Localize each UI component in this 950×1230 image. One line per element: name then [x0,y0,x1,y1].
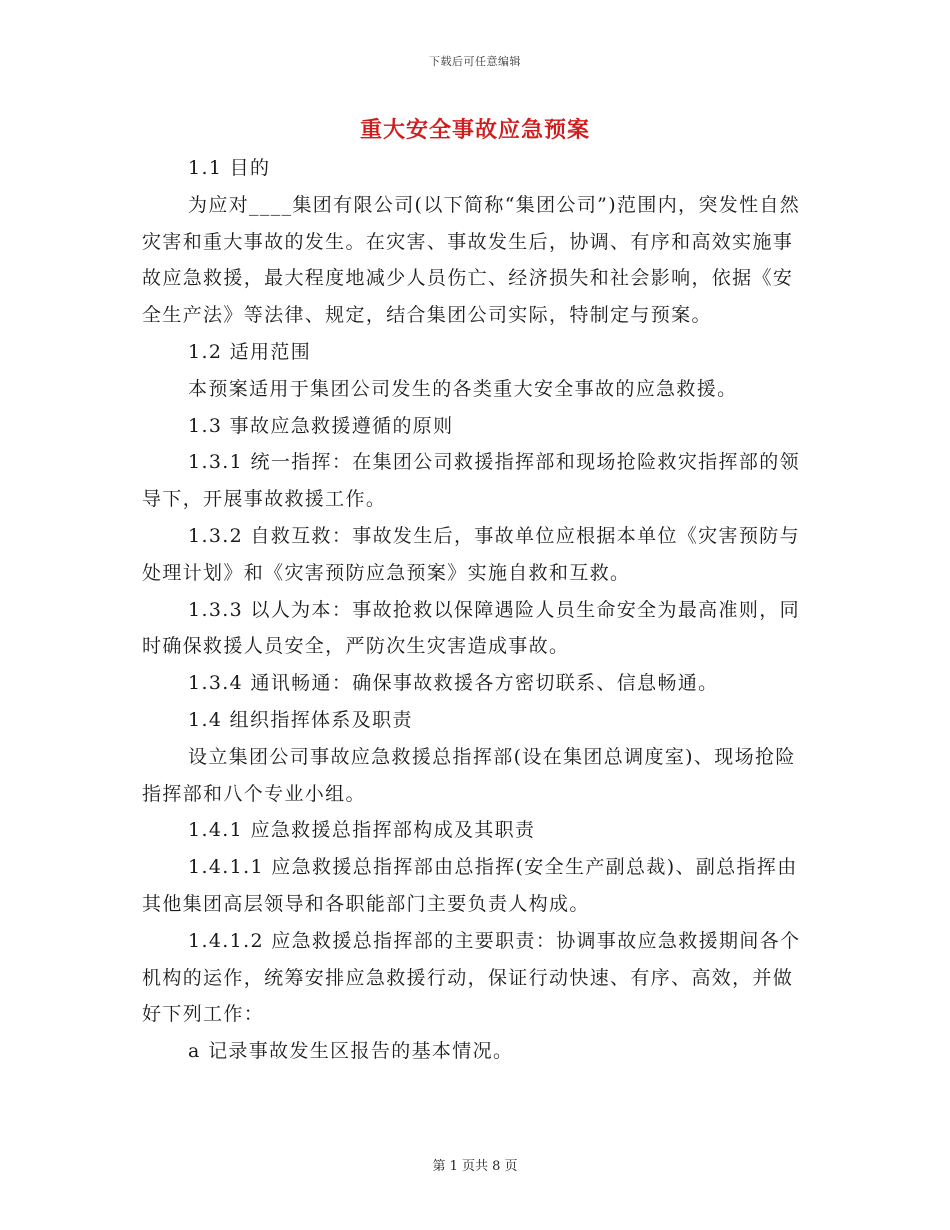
paragraph-1-3-3: 1.3.3 以人为本：事故抢救以保障遇险人员生命安全为最高准则，同时确保救援人员安全，严防次生灾害造成事故。 [142,598,800,658]
section-1-1-heading: 1.1 目的 [188,157,271,179]
paragraph-scope: 本预案适用于集团公司发生的各类重大安全事故的应急救援。 [188,377,738,400]
paragraph-1-3-1: 1.3.1 统一指挥：在集团公司救援指挥部和现场抢险救灾指挥部的领导下，开展事故救援工作。 [142,451,800,511]
section-1-3-heading: 1.3 事故应急救援遵循的原则 [188,414,454,437]
paragraph-1-3-2: 1.3.2 自救互救：事故发生后，事故单位应根据本单位《灾害预防与处理计划》和《灾害预防应急预案》实施自救和互救。 [142,524,800,584]
list-item-a: a 记录事故发生区报告的基本情况。 [188,1040,514,1063]
paragraph-purpose: 为应对____集团有限公司(以下简称“集团公司”)范围内，突发性自然灾害和重大事故的发生。在灾害、事故发生后，协调、有序和高效实施事故应急救援，最大程度地减少人员伤亡、经济损失和社会影响，依据《安全生产法》等法律、规定，结合集团公司实际，特制定与预案。 [142,193,801,327]
paragraph-1-3-4: 1.3.4 通讯畅通：确保事故救援各方密切联系、信息畅通。 [188,672,719,695]
page-header: 下载后可任意编辑 [429,55,521,68]
paragraph-1-4-1-2: 1.4.1.2 应急救援总指挥部的主要职责：协调事故应急救援期间各个机构的运作，统筹安排应急救援行动，保证行动快速、有序、高效，并做好下列工作： [142,929,801,1026]
paragraph-1-4-1-1: 1.4.1.1 应急救援总指挥部由总指挥(安全生产副总裁)、副总指挥由其他集团高层领导和各职能部门主要负责人构成。 [142,856,798,915]
section-1-4-heading: 1.4 组织指挥体系及职责 [188,708,413,731]
document-body [142,150,806,1070]
page-footer: 第 1 页共 8 页 [432,1159,518,1174]
document-title: 重大安全事故应急预案 [359,117,590,143]
section-1-2-heading: 1.2 适用范围 [188,340,312,363]
section-1-4-1-heading: 1.4.1 应急救援总指挥部构成及其职责 [188,819,536,842]
paragraph-organization: 设立集团公司事故应急救援总指挥部(设在集团总调度室)、现场抢险指挥部和八个专业小组。 [142,745,796,805]
